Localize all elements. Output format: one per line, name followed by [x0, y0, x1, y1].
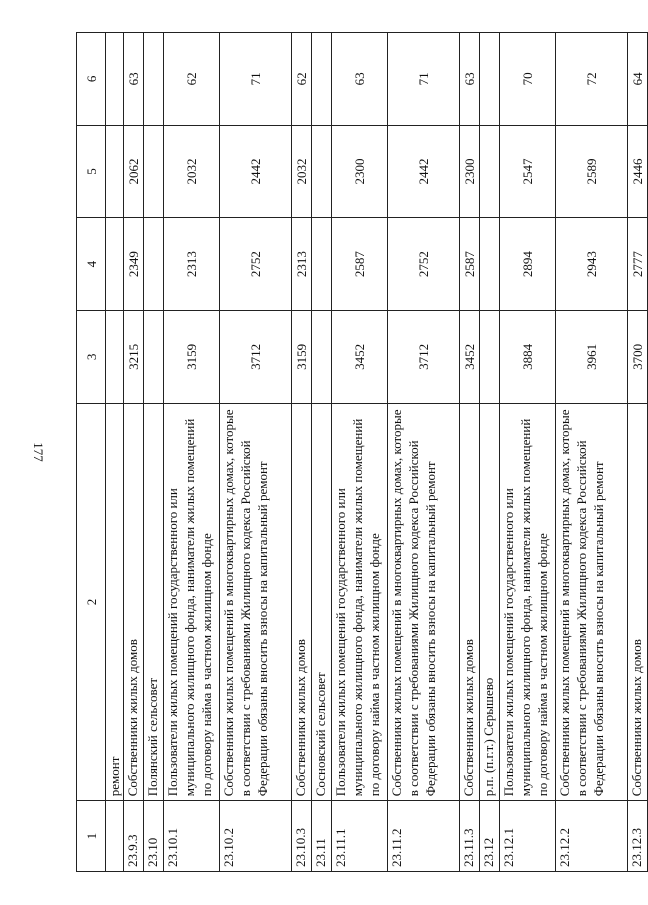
row-value-6: 63 [124, 33, 144, 126]
page-number: 177 [31, 442, 46, 462]
row-value-4 [312, 218, 332, 311]
row-value-5: 2442 [220, 125, 292, 218]
row-value-6 [480, 33, 500, 126]
row-value-4 [106, 218, 124, 311]
table-row [106, 33, 124, 872]
row-value-6 [106, 33, 124, 126]
row-code: 23.12.2 [556, 801, 628, 872]
row-label: Собственники жилых домов [628, 403, 648, 801]
header-col-6: 6 [77, 33, 106, 126]
row-value-4: 2943 [556, 218, 628, 311]
table-row [628, 33, 648, 872]
row-value-4 [480, 218, 500, 311]
row-label: Собственники жилых домов [292, 403, 312, 801]
row-code: 23.10.3 [292, 801, 312, 872]
row-value-6: 62 [164, 33, 220, 126]
row-label: Пользователи жилых помещений государственного или муниципального жилищного фонда, наниматели жилых помещений по договору найма в частном жилищном фонде [500, 403, 556, 801]
row-code: 23.10.1 [164, 801, 220, 872]
table-row [460, 33, 480, 872]
row-code: 23.9.3 [124, 801, 144, 872]
rotated-table-container [76, 32, 645, 872]
row-value-3: 3159 [164, 311, 220, 404]
row-label: Пользователи жилых помещений государственного или муниципального жилищного фонда, наниматели жилых помещений по договору найма в частном жилищном фонде [332, 403, 388, 801]
table-row [332, 33, 388, 872]
row-value-3: 3452 [460, 311, 480, 404]
row-label: Собственники жилых помещений в многоквартирных домах, которые в соответствии с требованиями Жилищного кодекса Российской Федерации обязаны вносить взносы на капитальный ремонт [556, 403, 628, 801]
table-row [124, 33, 144, 872]
row-label: Собственники жилых домов [124, 403, 144, 801]
row-value-3 [312, 311, 332, 404]
row-code: 23.11.2 [388, 801, 460, 872]
row-value-4: 2777 [628, 218, 648, 311]
row-value-4 [144, 218, 164, 311]
row-value-6: 62 [292, 33, 312, 126]
row-code: 23.11.3 [460, 801, 480, 872]
row-value-3: 3159 [292, 311, 312, 404]
table-row [164, 33, 220, 872]
row-code: 23.12.3 [628, 801, 648, 872]
header-col-2: 2 [77, 403, 106, 801]
row-value-5 [312, 125, 332, 218]
row-value-4: 2752 [220, 218, 292, 311]
row-code [106, 801, 124, 872]
row-value-5: 2300 [332, 125, 388, 218]
row-value-3: 3712 [388, 311, 460, 404]
row-value-4: 2349 [124, 218, 144, 311]
row-value-5: 2446 [628, 125, 648, 218]
row-value-4: 2313 [164, 218, 220, 311]
row-value-6 [144, 33, 164, 126]
row-code: 23.10.2 [220, 801, 292, 872]
table-row [292, 33, 312, 872]
row-label: Собственники жилых помещений в многоквартирных домах, которые в соответствии с требованиями Жилищного кодекса Российской Федерации обязаны вносить взносы на капитальный ремонт [220, 403, 292, 801]
row-value-4: 2752 [388, 218, 460, 311]
row-code: 23.11.1 [332, 801, 388, 872]
row-code: 23.12.1 [500, 801, 556, 872]
row-value-6: 63 [332, 33, 388, 126]
row-value-3 [144, 311, 164, 404]
row-label: Собственники жилых домов [460, 403, 480, 801]
table-row [312, 33, 332, 872]
header-col-4: 4 [77, 218, 106, 311]
table-row [144, 33, 164, 872]
row-label: Собственники жилых помещений в многоквартирных домах, которые в соответствии с требованиями Жилищного кодекса Российской Федерации обязаны вносить взносы на капитальный ремонт [388, 403, 460, 801]
row-value-3: 3700 [628, 311, 648, 404]
row-code: 23.10 [144, 801, 164, 872]
row-value-6 [312, 33, 332, 126]
table-row [500, 33, 556, 872]
header-col-1: 1 [77, 801, 106, 872]
row-value-5: 2032 [164, 125, 220, 218]
row-value-3: 3961 [556, 311, 628, 404]
row-value-4: 2894 [500, 218, 556, 311]
row-value-3: 3884 [500, 311, 556, 404]
table-row [388, 33, 460, 872]
header-col-3: 3 [77, 311, 106, 404]
row-value-6: 63 [460, 33, 480, 126]
row-value-5 [480, 125, 500, 218]
row-code: 23.12 [480, 801, 500, 872]
row-value-5 [144, 125, 164, 218]
row-value-5: 2547 [500, 125, 556, 218]
row-value-3 [480, 311, 500, 404]
row-value-3: 3215 [124, 311, 144, 404]
row-value-6: 70 [500, 33, 556, 126]
tariff-table [76, 32, 648, 872]
row-value-6: 71 [220, 33, 292, 126]
table-row [480, 33, 500, 872]
row-value-6: 72 [556, 33, 628, 126]
row-value-6: 71 [388, 33, 460, 126]
row-value-5: 2062 [124, 125, 144, 218]
row-value-5 [106, 125, 124, 218]
row-value-4: 2587 [332, 218, 388, 311]
header-row [77, 33, 106, 872]
row-label: р.п. (п.г.т.) Серышево [480, 403, 500, 801]
row-label: ремонт [106, 403, 124, 801]
row-label: Пользователи жилых помещений государственного или муниципального жилищного фонда, наниматели жилых помещений по договору найма в частном жилищном фонде [164, 403, 220, 801]
row-value-6: 64 [628, 33, 648, 126]
row-value-4: 2587 [460, 218, 480, 311]
row-value-3: 3452 [332, 311, 388, 404]
table-row [556, 33, 628, 872]
row-label: Сосновский сельсовет [312, 403, 332, 801]
row-value-5: 2442 [388, 125, 460, 218]
header-col-5: 5 [77, 125, 106, 218]
row-value-4: 2313 [292, 218, 312, 311]
row-value-5: 2589 [556, 125, 628, 218]
row-value-3 [106, 311, 124, 404]
row-value-3: 3712 [220, 311, 292, 404]
row-value-5: 2032 [292, 125, 312, 218]
row-value-5: 2300 [460, 125, 480, 218]
row-label: Полянский сельсовет [144, 403, 164, 801]
row-code: 23.11 [312, 801, 332, 872]
table-row [220, 33, 292, 872]
